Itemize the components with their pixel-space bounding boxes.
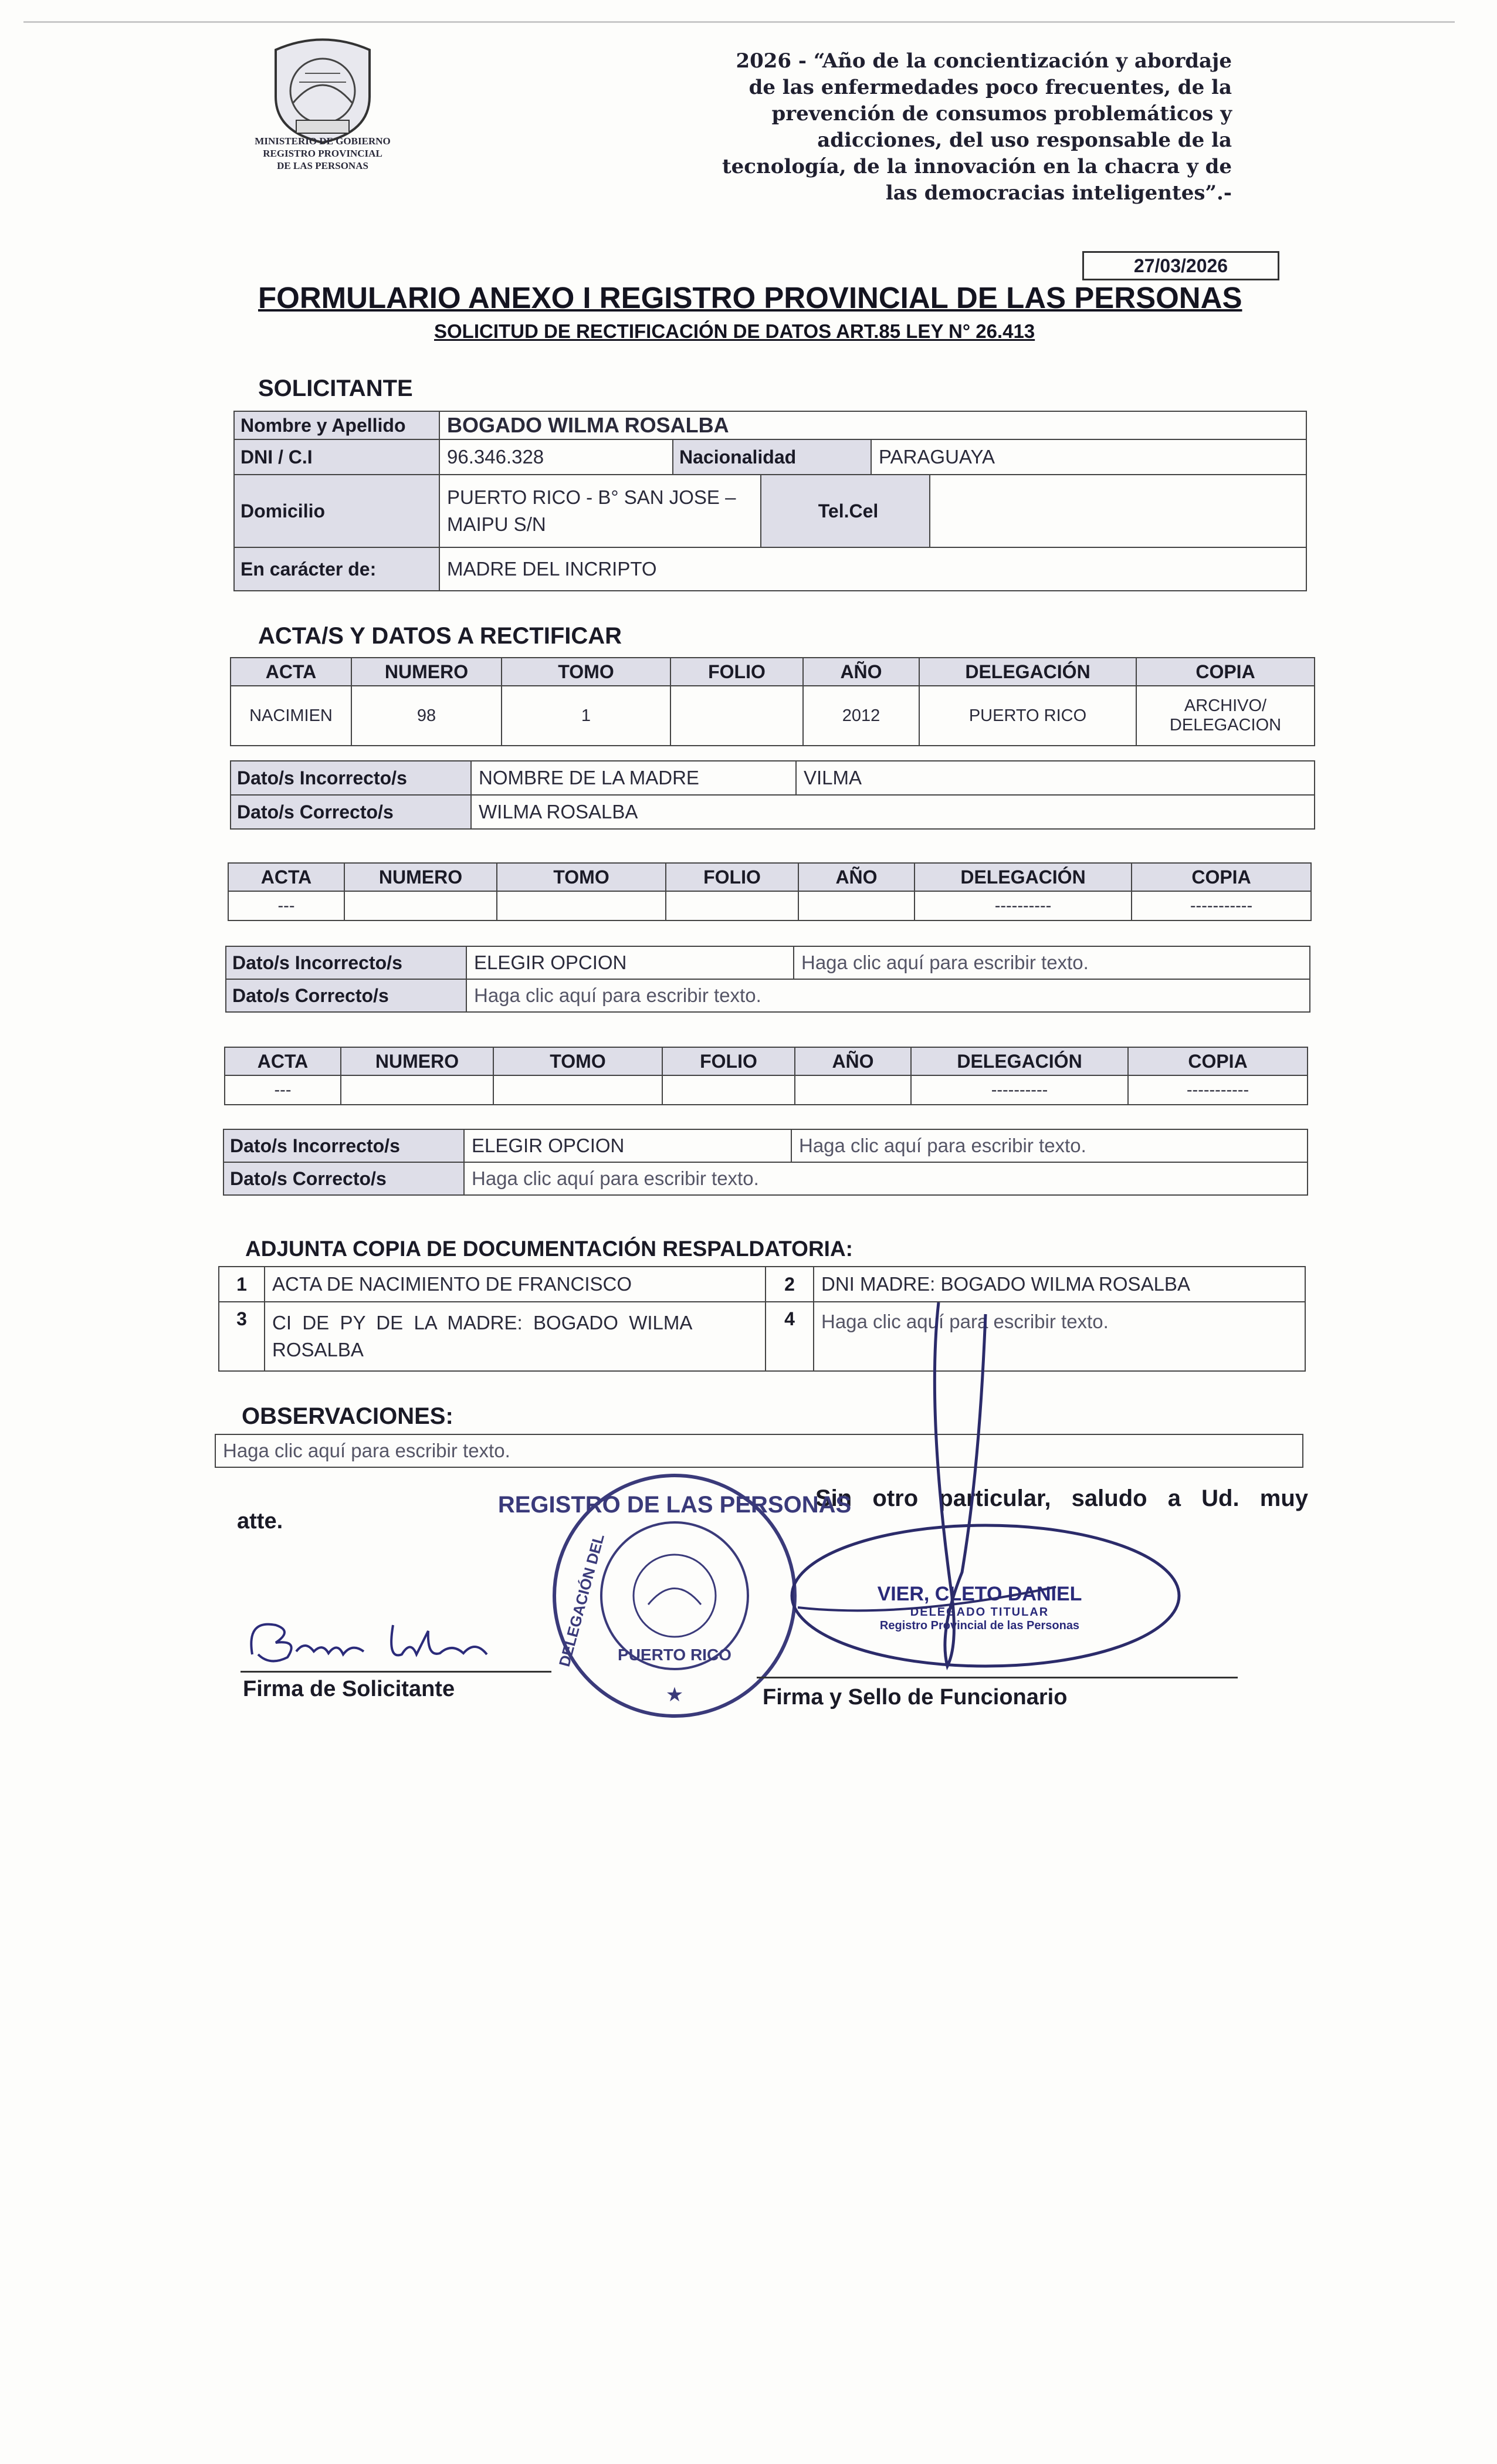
adjunta-item-field[interactable]: DNI MADRE: BOGADO WILMA ROSALBA [813, 1266, 1306, 1302]
adjunta-heading: ADJUNTA COPIA DE DOCUMENTACIÓN RESPALDATORIA: [245, 1237, 853, 1261]
folio-field[interactable] [670, 685, 804, 746]
domicilio-label: Domicilio [233, 474, 440, 548]
adjunta-item-line: CI DE PY DE LA MADRE: BOGADO WILMA [272, 1312, 693, 1333]
incorrect-label: Dato/s Incorrecto/s [230, 760, 472, 796]
delegacion-field[interactable]: ---------- [914, 891, 1132, 921]
numero-header: NUMERO [340, 1047, 494, 1076]
copia-line: ARCHIVO/ [1184, 696, 1267, 715]
form-date[interactable]: 27/03/2026 [1082, 251, 1279, 280]
dni-label: DNI / C.I [233, 439, 440, 475]
adjunta-item-field[interactable]: ACTA DE NACIMIENTO DE FRANCISCO [264, 1266, 766, 1302]
acta-field[interactable]: --- [224, 1075, 341, 1105]
svg-text:★: ★ [665, 1684, 684, 1706]
copia-field[interactable] [1136, 685, 1315, 746]
nombre-field[interactable]: BOGADO WILMA ROSALBA [439, 411, 1307, 440]
adjunta-item-field[interactable] [264, 1301, 766, 1372]
copia-header: COPIA [1131, 862, 1312, 892]
tomo-header: TOMO [493, 1047, 663, 1076]
nombre-label: Nombre y Apellido [233, 411, 440, 440]
firma-funcionario-label: Firma y Sello de Funcionario [763, 1685, 1068, 1710]
incorrect-detail-field[interactable]: VILMA [795, 760, 1315, 796]
correct-label: Dato/s Correcto/s [223, 1162, 465, 1196]
acta-header: ACTA [228, 862, 345, 892]
domicilio-field[interactable] [439, 474, 761, 548]
correct-label: Dato/s Correcto/s [230, 794, 472, 830]
adjunta-item-line: ROSALBA [272, 1339, 364, 1360]
domicilio-line: PUERTO RICO - B° SAN JOSE – [447, 486, 736, 508]
copia-header: COPIA [1136, 657, 1315, 686]
seal-text-top: REGISTRO DE LAS PERSONAS [497, 1492, 852, 1518]
motto-line: adicciones, del uso responsable de la [817, 128, 1232, 152]
copia-field[interactable]: ----------- [1127, 1075, 1308, 1105]
dni-field[interactable]: 96.346.328 [439, 439, 673, 475]
atte-text: atte. [237, 1509, 283, 1534]
adjunta-number: 2 [765, 1266, 814, 1302]
tomo-field[interactable] [493, 1075, 663, 1105]
copia-header: COPIA [1127, 1047, 1308, 1076]
folio-header: FOLIO [662, 1047, 795, 1076]
correct-field[interactable]: Haga clic aquí para escribir texto. [463, 1162, 1308, 1196]
top-rule [23, 21, 1455, 23]
correct-field[interactable]: Haga clic aquí para escribir texto. [466, 979, 1310, 1013]
acta-field[interactable]: NACIMIEN [230, 685, 352, 746]
incorrect-detail-field[interactable]: Haga clic aquí para escribir texto. [791, 1129, 1308, 1163]
caracter-field[interactable]: MADRE DEL INCRIPTO [439, 547, 1307, 591]
delegacion-field[interactable]: PUERTO RICO [919, 685, 1137, 746]
numero-header: NUMERO [351, 657, 502, 686]
nacionalidad-label: Nacionalidad [672, 439, 872, 475]
motto-line: tecnología, de la innovación en la chacra y de [722, 155, 1232, 178]
anio-header: AÑO [798, 862, 915, 892]
anio-field[interactable] [798, 891, 915, 921]
folio-header: FOLIO [665, 862, 799, 892]
adjunta-number: 3 [218, 1301, 265, 1372]
anio-field[interactable] [794, 1075, 912, 1105]
funcionario-signature-line [757, 1677, 1238, 1678]
delegacion-header: DELEGACIÓN [919, 657, 1137, 686]
numero-field[interactable] [340, 1075, 494, 1105]
adjunta-number: 1 [218, 1266, 265, 1302]
provincial-crest-icon [264, 32, 381, 144]
delegacion-header: DELEGACIÓN [910, 1047, 1129, 1076]
motto-line: de las enfermedades poco frecuentes, de la [749, 76, 1232, 99]
delegacion-header: DELEGACIÓN [914, 862, 1132, 892]
folio-header: FOLIO [670, 657, 804, 686]
observaciones-field[interactable]: Haga clic aquí para escribir texto. [215, 1434, 1303, 1468]
anio-field[interactable]: 2012 [802, 685, 920, 746]
incorrect-select[interactable]: ELEGIR OPCION [463, 1129, 792, 1163]
ministry-line: DE LAS PERSONAS [277, 160, 368, 171]
motto-line: prevención de consumos problemáticos y [771, 102, 1232, 126]
correct-label: Dato/s Correcto/s [225, 979, 467, 1013]
telcel-label: Tel.Cel [760, 474, 930, 548]
telcel-field[interactable] [929, 474, 1307, 548]
incorrect-select[interactable]: ELEGIR OPCION [466, 946, 794, 980]
seal-text-left: DELEGACIÓN DEL [555, 1532, 608, 1668]
numero-header: NUMERO [344, 862, 497, 892]
motto-line: 2026 - “Año de la concientización y abordaje [736, 49, 1232, 73]
solicitante-signature [241, 1607, 534, 1672]
copia-line: DELEGACION [1169, 716, 1282, 735]
tomo-field[interactable]: 1 [501, 685, 671, 746]
motto-line: las democracias inteligentes”.- [885, 181, 1232, 205]
adjunta-item-field[interactable]: Haga clic aquí para escribir texto. [813, 1301, 1306, 1372]
correct-field[interactable]: WILMA ROSALBA [470, 794, 1315, 830]
closing-sentence: Sin otro particular, saludo a Ud. muy [815, 1485, 1308, 1511]
incorrect-select[interactable]: NOMBRE DE LA MADRE [470, 760, 797, 796]
form-subtitle: SOLICITUD DE RECTIFICACIÓN DE DATOS ART.85 LEY N° 26.413 [434, 320, 1035, 342]
seal-text-bottom: PUERTO RICO [618, 1646, 731, 1664]
acta-header: ACTA [230, 657, 352, 686]
domicilio-line: MAIPU S/N [447, 513, 546, 535]
anio-header: AÑO [802, 657, 920, 686]
copia-field[interactable]: ----------- [1131, 891, 1312, 921]
solicitante-heading: SOLICITANTE [258, 375, 413, 401]
official-role: DELEGADO TITULAR [910, 1606, 1049, 1619]
ministry-block [229, 135, 416, 172]
adjunta-number: 4 [765, 1301, 814, 1372]
ministry-line: MINISTERIO DE GOBIERNO [255, 136, 391, 147]
solicitante-signature-line [241, 1671, 551, 1673]
official-office: Registro Provincial de las Personas [879, 1619, 1080, 1632]
ministry-line: REGISTRO PROVINCIAL [263, 148, 382, 159]
year-motto [645, 48, 1232, 207]
firma-solicitante-label: Firma de Solicitante [243, 1677, 455, 1701]
tomo-header: TOMO [496, 862, 666, 892]
caracter-label: En carácter de: [233, 547, 440, 591]
folio-field[interactable] [662, 1075, 795, 1105]
acta-field[interactable]: --- [228, 891, 345, 921]
incorrect-detail-field[interactable]: Haga clic aquí para escribir texto. [793, 946, 1310, 980]
actas-heading: ACTA/S Y DATOS A RECTIFICAR [258, 623, 622, 649]
nacionalidad-field[interactable]: PARAGUAYA [871, 439, 1307, 475]
incorrect-label: Dato/s Incorrecto/s [223, 1129, 465, 1163]
observaciones-heading: OBSERVACIONES: [242, 1403, 453, 1429]
official-signature [727, 1291, 1185, 1748]
form-title: FORMULARIO ANEXO I REGISTRO PROVINCIAL DE LAS PERSONAS [258, 281, 1242, 314]
anio-header: AÑO [794, 1047, 912, 1076]
tomo-header: TOMO [501, 657, 671, 686]
folio-field[interactable] [665, 891, 799, 921]
official-name: VIER, CLETO DANIEL [877, 1583, 1082, 1605]
delegacion-field[interactable]: ---------- [910, 1075, 1129, 1105]
acta-header: ACTA [224, 1047, 341, 1076]
numero-field[interactable] [344, 891, 497, 921]
tomo-field[interactable] [496, 891, 666, 921]
numero-field[interactable]: 98 [351, 685, 502, 746]
incorrect-label: Dato/s Incorrecto/s [225, 946, 467, 980]
